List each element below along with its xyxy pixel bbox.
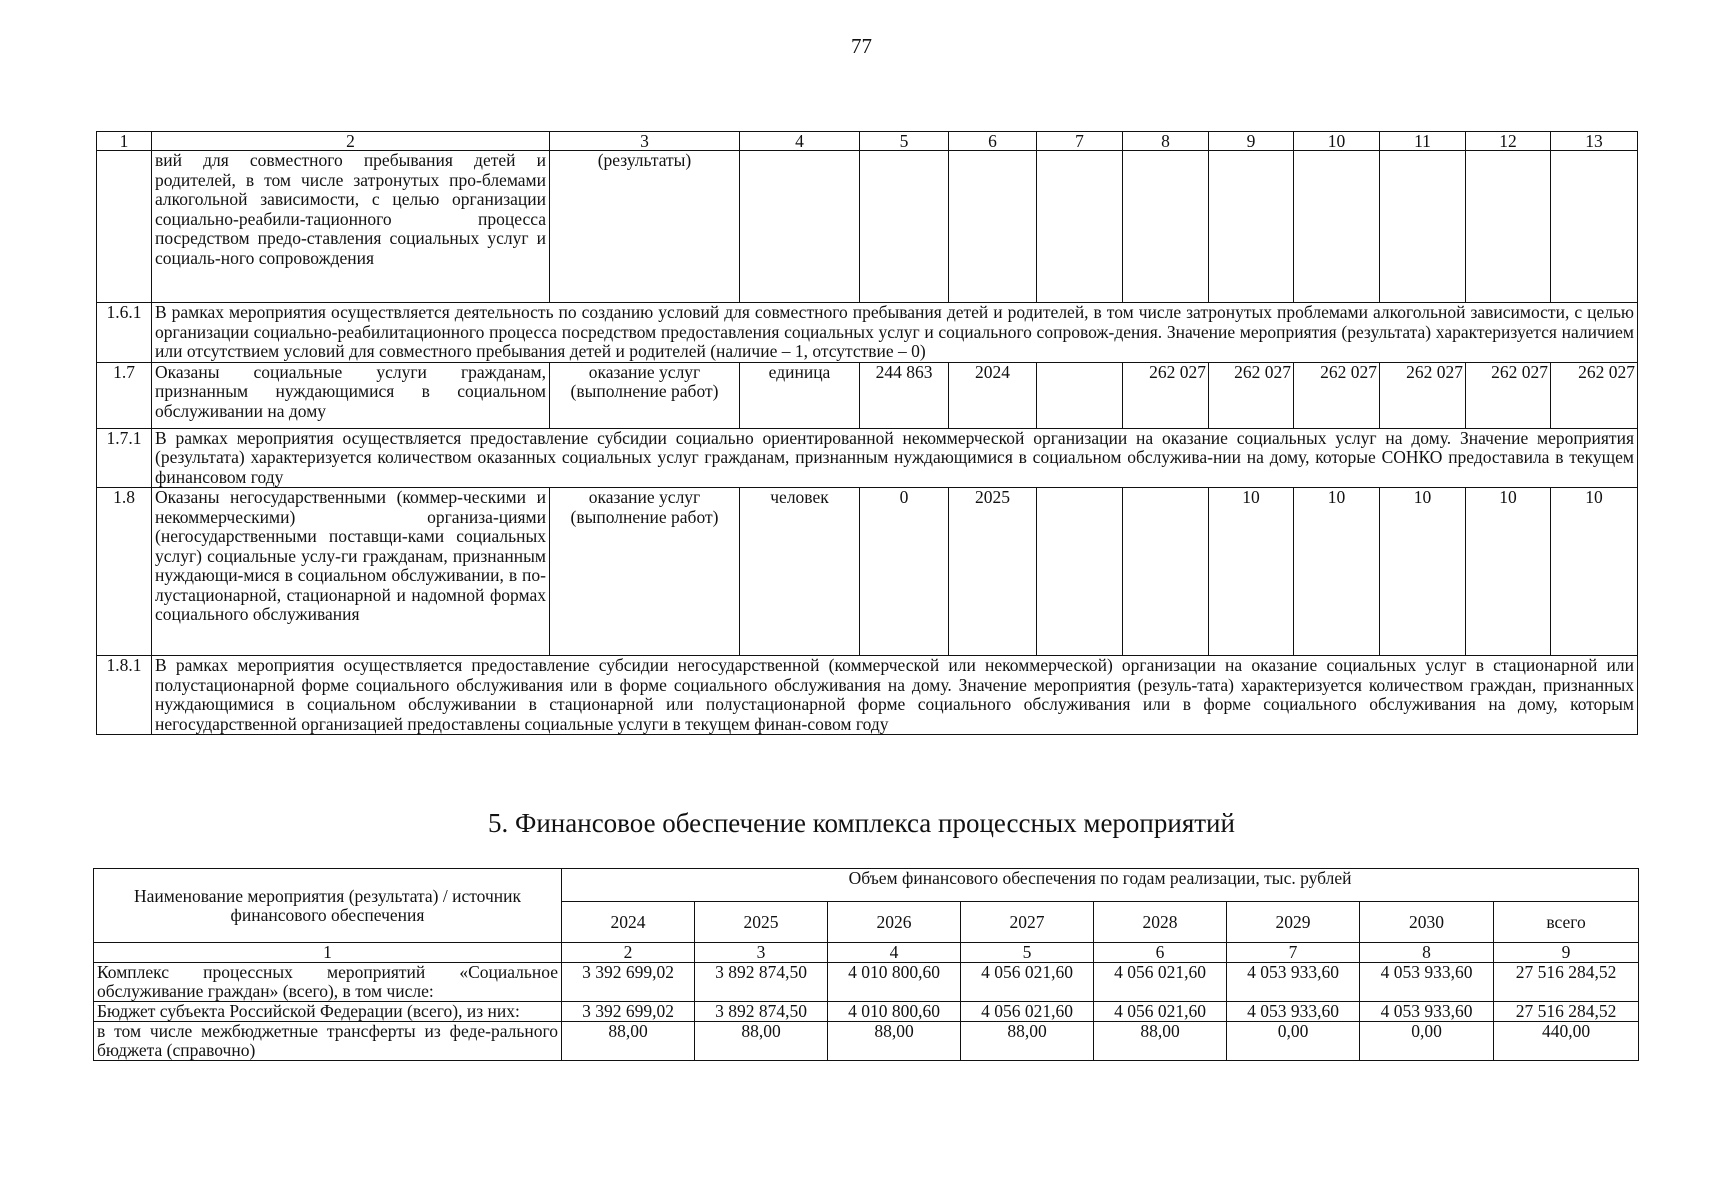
base-value: 244 863	[860, 362, 949, 428]
amount-cell: 27 516 284,52	[1494, 1002, 1639, 1022]
table-row	[94, 963, 1639, 1002]
indicators-table	[96, 131, 1638, 735]
table-row	[94, 1002, 1639, 1022]
column-number: 13	[1551, 132, 1638, 151]
cell	[1123, 151, 1209, 303]
amount-cell: 0,00	[1227, 1022, 1360, 1061]
column-number: 4	[828, 943, 961, 963]
column-header-volume: Объем финансового обеспечения по годам реализации, тыс. рублей	[562, 869, 1639, 902]
column-number: 3	[695, 943, 828, 963]
column-number: 1	[97, 132, 152, 151]
column-number: 2	[562, 943, 695, 963]
cell	[860, 151, 949, 303]
table-row	[97, 428, 1638, 488]
column-number: 3	[550, 132, 740, 151]
table-row	[97, 656, 1638, 735]
amount-cell: 88,00	[562, 1022, 695, 1061]
value-cell: 262 027	[1294, 362, 1380, 428]
year-header: 2030	[1360, 902, 1494, 943]
cell	[1380, 151, 1466, 303]
value-cell: 262 027	[1209, 362, 1294, 428]
cell	[949, 151, 1037, 303]
value-cell	[1123, 488, 1209, 656]
column-number: 5	[961, 943, 1094, 963]
amount-cell: 3 392 699,02	[562, 1002, 695, 1022]
value-cell: 10	[1209, 488, 1294, 656]
base-year: 2024	[949, 362, 1037, 428]
row-number: 1.8.1	[97, 656, 152, 735]
amount-cell: 88,00	[695, 1022, 828, 1061]
measure-description: В рамках мероприятия осуществляется деятельность по созданию условий для совместного пребывания детей и родителей, в том числе затронутых проблемами алкогольной зависимости, с целью организации социально-реабилитационного процесса посредством предоставления социальных услуг и социального сопровож-дения. Значение мероприятия (результата) характеризуется наличием или отсутствием условий для совместного пребывания детей и родителей (наличие – 1, отсутствие – 0)	[152, 303, 1638, 363]
amount-cell: 4 053 933,60	[1360, 1002, 1494, 1022]
table-header-row	[94, 869, 1639, 902]
value-cell: 10	[1294, 488, 1380, 656]
row-number	[97, 151, 152, 303]
row-number: 1.8	[97, 488, 152, 656]
row-number: 1.7.1	[97, 428, 152, 488]
cell	[1466, 151, 1551, 303]
year-header: всего	[1494, 902, 1639, 943]
table-row	[94, 1022, 1639, 1061]
amount-cell: 4 056 021,60	[961, 1002, 1094, 1022]
measure-description: В рамках мероприятия осуществляется предоставление субсидии негосударственной (коммерческой или некоммерческой) организации на оказание социальных услуг в стационарной или полустационарной форме социального обслуживания или в форме социального обслуживания на дому. Значение мероприятия (резуль-тата) характеризуется количеством граждан, признанных нуждающимися в социальном обслуживании в стационарной или полустационарной форме социального обслуживания или в форме социального обслуживания на дому, которым негосударственной организацией предоставлены социальные услуги в текущем финан-совом году	[152, 656, 1638, 735]
column-number: 6	[1094, 943, 1227, 963]
column-number: 9	[1209, 132, 1294, 151]
value-cell	[1037, 362, 1123, 428]
value-cell: 262 027	[1551, 362, 1638, 428]
value-cell	[1037, 488, 1123, 656]
amount-cell: 3 892 874,50	[695, 1002, 828, 1022]
year-header: 2029	[1227, 902, 1360, 943]
column-number: 9	[1494, 943, 1639, 963]
amount-cell: 4 010 800,60	[828, 1002, 961, 1022]
cell	[740, 151, 860, 303]
column-number: 6	[949, 132, 1037, 151]
column-number: 4	[740, 132, 860, 151]
page-number: 77	[851, 34, 872, 58]
column-number: 12	[1466, 132, 1551, 151]
column-number-row	[94, 943, 1639, 963]
amount-cell: 27 516 284,52	[1494, 963, 1639, 1002]
value-cell: 10	[1380, 488, 1466, 656]
table-row	[97, 151, 1638, 303]
value-cell: 262 027	[1466, 362, 1551, 428]
cell	[1037, 151, 1123, 303]
amount-cell: 3 892 874,50	[695, 963, 828, 1002]
unit: единица	[740, 362, 860, 428]
measure-type: (результаты)	[550, 151, 740, 303]
column-number: 2	[152, 132, 550, 151]
year-header: 2028	[1094, 902, 1227, 943]
column-number: 8	[1123, 132, 1209, 151]
value-cell: 10	[1466, 488, 1551, 656]
table-header-row	[97, 132, 1638, 151]
amount-cell: 4 056 021,60	[961, 963, 1094, 1002]
section-title: 5. Финансовое обеспечение комплекса процессных мероприятий	[488, 808, 1235, 838]
row-number: 1.7	[97, 362, 152, 428]
column-number: 7	[1037, 132, 1123, 151]
value-cell: 262 027	[1380, 362, 1466, 428]
amount-cell: 3 392 699,02	[562, 963, 695, 1002]
amount-cell: 4 056 021,60	[1094, 963, 1227, 1002]
source-name: Комплекс процессных мероприятий «Социальное обслуживание граждан» (всего), в том числе:	[94, 963, 562, 1002]
row-number: 1.6.1	[97, 303, 152, 363]
base-year: 2025	[949, 488, 1037, 656]
year-header: 2027	[961, 902, 1094, 943]
column-header-name: Наименование мероприятия (результата) / источник финансового обеспечения	[94, 869, 562, 943]
amount-cell: 440,00	[1494, 1022, 1639, 1061]
cell	[1209, 151, 1294, 303]
column-number: 10	[1294, 132, 1380, 151]
column-number: 7	[1227, 943, 1360, 963]
financing-table	[93, 868, 1639, 1061]
measure-name: вий для совместного пребывания детей и родителей, в том числе затронутых про-блемами алкогольной зависимости, с целью организации социально-реабили-тационного процесса посредством предо-ставления социальных услуг и социаль-ного сопровождения	[152, 151, 550, 303]
amount-cell: 4 053 933,60	[1227, 963, 1360, 1002]
column-number: 11	[1380, 132, 1466, 151]
cell	[1551, 151, 1638, 303]
table-row	[97, 303, 1638, 363]
source-name: Бюджет субъекта Российской Федерации (всего), из них:	[94, 1002, 562, 1022]
year-header: 2026	[828, 902, 961, 943]
value-cell: 10	[1551, 488, 1638, 656]
base-value: 0	[860, 488, 949, 656]
column-number: 1	[94, 943, 562, 963]
measure-description: В рамках мероприятия осуществляется предоставление субсидии социально ориентированной некоммерческой организации на оказание социальных услуг на дому. Значение мероприятия (результата) характеризуется количеством оказанных социальных услуг гражданам, признанным нуждающимися в социальном обслужива-нии на дому, которые СОНКО предоставила в текущем финансовом году	[152, 428, 1638, 488]
measure-name: Оказаны негосударственными (коммер-ческими и некоммерческими) организа-циями (негосударственными поставщи-ками социальных услуг) социальные услу-ги гражданам, признанным нуждающи-мися в социальном обслуживании, в по-лустационарной, стационарной и надомной формах социального обслуживания	[152, 488, 550, 656]
amount-cell: 4 053 933,60	[1227, 1002, 1360, 1022]
source-name: в том числе межбюджетные трансферты из феде-рального бюджета (справочно)	[94, 1022, 562, 1061]
unit: человек	[740, 488, 860, 656]
measure-name: Оказаны социальные услуги гражданам, признанным нуждающимися в социальном обслуживании на дому	[152, 362, 550, 428]
amount-cell: 4 056 021,60	[1094, 1002, 1227, 1022]
amount-cell: 88,00	[1094, 1022, 1227, 1061]
year-header: 2025	[695, 902, 828, 943]
amount-cell: 4 010 800,60	[828, 963, 961, 1002]
amount-cell: 0,00	[1360, 1022, 1494, 1061]
amount-cell: 88,00	[961, 1022, 1094, 1061]
amount-cell: 88,00	[828, 1022, 961, 1061]
table-row	[97, 362, 1638, 428]
measure-type: оказание услуг (выполнение работ)	[550, 362, 740, 428]
column-number: 5	[860, 132, 949, 151]
cell	[1294, 151, 1380, 303]
value-cell: 262 027	[1123, 362, 1209, 428]
column-number: 8	[1360, 943, 1494, 963]
measure-type: оказание услуг (выполнение работ)	[550, 488, 740, 656]
table-row	[97, 488, 1638, 656]
year-header: 2024	[562, 902, 695, 943]
amount-cell: 4 053 933,60	[1360, 963, 1494, 1002]
